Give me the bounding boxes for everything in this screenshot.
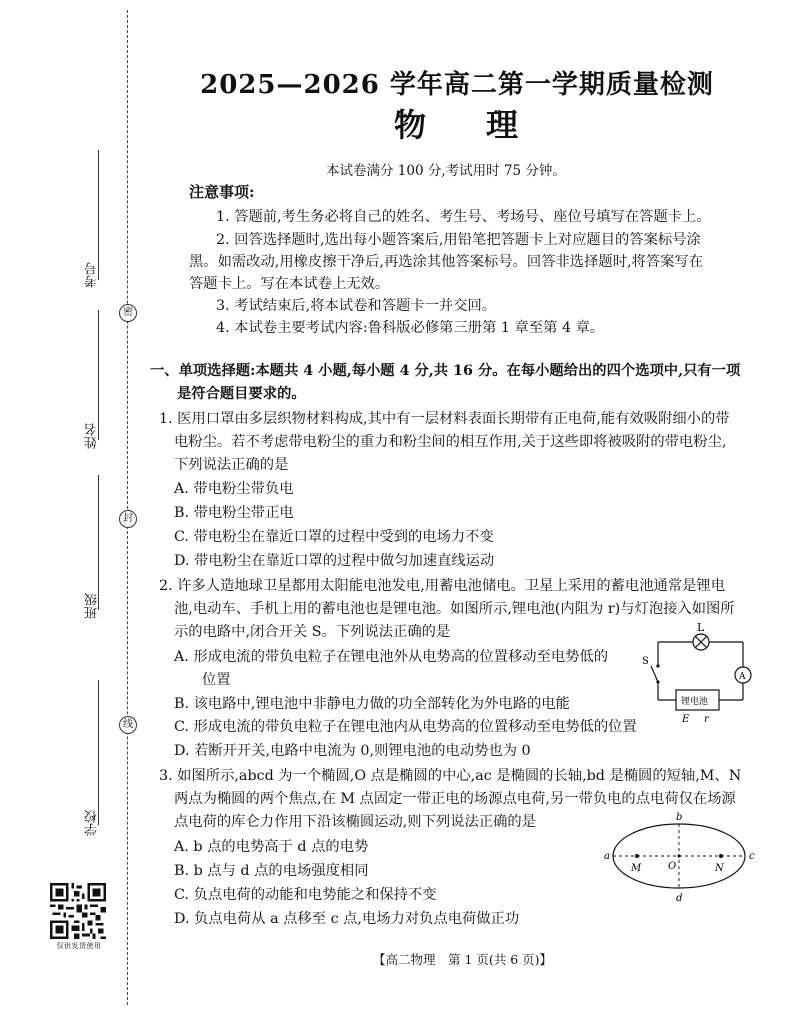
q3-option-a[interactable]: A. b 点的电势高于 d 点的电势 xyxy=(174,839,369,855)
q2-option-a-cont: 位置 xyxy=(202,672,231,688)
field-blank-school[interactable] xyxy=(98,680,99,825)
qr-code-icon xyxy=(50,883,106,939)
q3-option-b[interactable]: B. b 点与 d 点的电场强度相同 xyxy=(174,863,369,879)
subject-title: 物理 xyxy=(393,106,578,144)
section-heading-cont: 是符合题目要求的。 xyxy=(177,386,306,402)
q2-option-d[interactable]: D. 若断开开关,电路中电流为 0,则锂电池的电动势也为 0 xyxy=(174,743,531,759)
q2-option-a[interactable]: A. 形成电流的带负电粒子在锂电池外从电势高的位置移动至电势低的 xyxy=(174,649,609,665)
field-label-name: 姓名 xyxy=(85,423,100,449)
field-label-class: 班级 xyxy=(85,593,100,619)
q2-stem-line-2: 池,电动车、手机上用的蓄电池也是锂电池。如图所示,锂电池(内阻为 r)与灯泡接入如图所 xyxy=(174,601,735,617)
field-label-school: 学校 xyxy=(85,810,100,836)
binding-dashed-line xyxy=(127,10,128,1005)
q1-option-a[interactable]: A. 带电粉尘带负电 xyxy=(174,481,294,497)
q3-stem-line-2: 两点为椭圆的两个焦点,在 M 点固定一带正电的场源点电荷,另一带负电的点电荷仅在场源 xyxy=(174,791,736,807)
q3-option-d[interactable]: D. 负点电荷从 a 点移至 c 点,电场力对负点电荷做正功 xyxy=(174,911,520,927)
seal-mark-mi: 密 xyxy=(119,304,137,322)
q1-stem-line-3: 下列说法正确的是 xyxy=(174,457,289,473)
field-blank-exam-number[interactable] xyxy=(98,150,99,280)
notice-line-5: 3. 考试结束后,将本试卷和答题卡一并交回。 xyxy=(216,298,497,314)
q1-option-d[interactable]: D. 带电粉尘在靠近口罩的过程中做匀加速直线运动 xyxy=(174,553,495,569)
q1-option-b[interactable]: B. 带电粉尘带正电 xyxy=(174,505,294,521)
field-blank-name[interactable] xyxy=(98,310,99,440)
label-o: O xyxy=(668,861,677,872)
q2-circuit-diagram xyxy=(640,620,760,728)
emf-label: E xyxy=(682,714,690,725)
section-heading: 一、单项选择题:本题共 4 小题,每小题 4 分,共 16 分。在每小题给出的四个选项中,只有一项 xyxy=(150,363,741,379)
page-footer: 【高二物理 第 1 页(共 6 页)】 xyxy=(373,952,553,967)
q3-stem-line-3: 点电荷的库仑力作用下沿该椭圆运动,则下列说法正确的是 xyxy=(174,814,536,830)
ammeter-label: A xyxy=(739,672,746,682)
label-d: d xyxy=(676,893,683,904)
resistance-label: r xyxy=(704,714,709,725)
label-a: a xyxy=(604,851,610,862)
q3-option-c[interactable]: C. 负点电荷的动能和电势能之和保持不变 xyxy=(174,887,437,903)
label-n: N xyxy=(715,863,724,874)
battery-label: 锂电池 xyxy=(681,697,709,707)
notice-line-6: 4. 本试卷主要考试内容:鲁科版必修第三册第 1 章至第 4 章。 xyxy=(216,320,605,336)
field-label-exam-number: 考号 xyxy=(85,262,100,288)
q1-option-c[interactable]: C. 带电粉尘在靠近口罩的过程中受到的电场力不变 xyxy=(174,529,494,545)
q3-ellipse-diagram xyxy=(600,808,760,908)
q2-stem-line-3: 示的电路中,闭合开关 S。下列说法正确的是 xyxy=(174,624,451,640)
focus-n-dot xyxy=(719,854,723,858)
q1-stem-line-1: 1. 医用口罩由多层织物材料构成,其中有一层材料表面长期带有正电荷,能有效吸附细小的带 xyxy=(159,411,730,427)
notice-line-1: 1. 答题前,考生务必将自己的姓名、考生号、考场号、座位号填写在答题卡上。 xyxy=(216,209,711,225)
lamp-label: L xyxy=(697,621,705,634)
q2-stem-line-1: 2. 许多人造地球卫星都用太阳能电池发电,用蓄电池储电。卫星上采用的蓄电池通常是锂电 xyxy=(159,578,726,594)
seal-mark-xian: 线 xyxy=(119,716,137,734)
label-m: M xyxy=(631,863,642,874)
intro-text: 本试卷满分 100 分,考试用时 75 分钟。 xyxy=(326,163,566,179)
switch-label: S xyxy=(642,656,649,667)
qr-caption: 仅供发货使用 xyxy=(56,942,102,950)
center-o-dot xyxy=(678,855,681,858)
notice-line-3: 黑。如需改动,用橡皮擦干净后,再选涂其他答案标号。回答非选择题时,将答案写在 xyxy=(189,254,704,270)
label-b: b xyxy=(676,812,683,823)
focus-m-dot xyxy=(635,854,639,858)
notice-heading: 注意事项: xyxy=(189,183,255,201)
q3-stem-line-1: 3. 如图所示,abcd 为一个椭圆,O 点是椭圆的中心,ac 是椭圆的长轴,bd 是椭圆的短轴,M、N xyxy=(159,768,742,784)
label-c: c xyxy=(749,851,755,862)
notice-line-4: 答题卡上。写在本试卷上无效。 xyxy=(189,276,390,292)
exam-title: 2025—2026 学年高二第一学期质量检测 xyxy=(200,70,714,100)
seal-mark-feng: 封 xyxy=(119,510,137,528)
q2-option-b[interactable]: B. 该电路中,锂电池中非静电力做的功全部转化为外电路的电能 xyxy=(174,696,570,712)
q1-stem-line-2: 电粉尘。若不考虑带电粉尘的重力和粉尘间的相互作用,关于这些即将被吸附的带电粉尘, xyxy=(174,434,727,450)
q2-option-c[interactable]: C. 形成电流的带负电粒子在锂电池内从电势高的位置移动至电势低的位置 xyxy=(174,719,637,735)
field-blank-class[interactable] xyxy=(98,475,99,610)
notice-line-2: 2. 回答选择题时,选出每小题答案后,用铅笔把答题卡上对应题目的答案标号涂 xyxy=(216,232,701,248)
